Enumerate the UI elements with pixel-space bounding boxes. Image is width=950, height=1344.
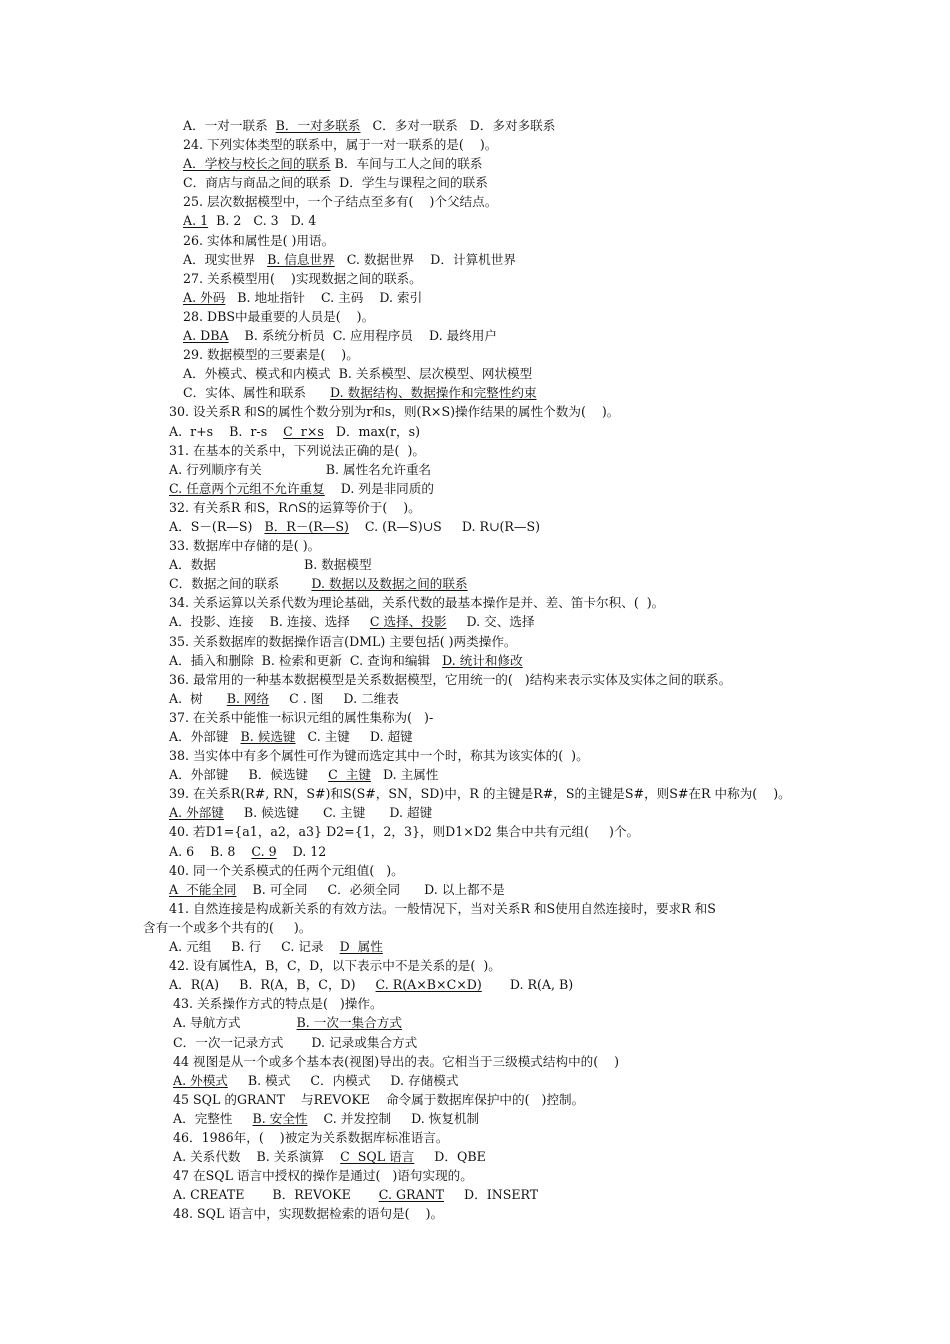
line-text: A. 树 bbox=[169, 690, 227, 706]
text-line bbox=[0, 460, 950, 479]
text-line bbox=[0, 937, 950, 956]
text-line bbox=[0, 307, 950, 326]
text-line bbox=[0, 364, 950, 383]
text-line bbox=[0, 1033, 950, 1052]
answer-option: A 不能全同 bbox=[169, 881, 237, 897]
line-text: 32. 有关系R 和S，R∩S的运算等价于( )。 bbox=[169, 499, 421, 515]
line-text: B．车间与工人之间的联系 bbox=[330, 156, 483, 172]
line-text: D．QBE bbox=[414, 1149, 486, 1165]
line-text: C．商店与商品之间的联系 D．学生与课程之间的联系 bbox=[183, 175, 488, 191]
line-text: 29. 数据模型的三要素是( )。 bbox=[183, 347, 359, 363]
line-text: A．外部键 B．候选键 bbox=[169, 767, 329, 783]
answer-option: C. 任意两个元组不允许重复 bbox=[169, 480, 325, 496]
line-text: C. 数据世界 D．计算机世界 bbox=[334, 251, 516, 267]
text-line bbox=[0, 288, 950, 307]
line-text: 28. DBS中最重要的人员是( )。 bbox=[183, 308, 375, 324]
answer-option: B．一对多联系 bbox=[275, 118, 361, 133]
line-text: 47 在SQL 语言中授权的操作是通过( )语句实现的。 bbox=[173, 1168, 473, 1184]
answer-option: B. 一次一集合方式 bbox=[296, 1015, 402, 1031]
answer-option: B. 信息世界 bbox=[267, 251, 335, 267]
line-text: 36. 最常用的一种基本数据模型是关系数据模型，它用统一的( )结构来表示实体及实体之间的联系。 bbox=[169, 671, 732, 687]
text-line bbox=[0, 765, 950, 784]
line-text: A．一对一联系 bbox=[183, 118, 268, 133]
line-text: D. 交、选择 bbox=[446, 614, 535, 630]
answer-option: D. 统计和修改 bbox=[442, 652, 523, 668]
text-line bbox=[0, 1013, 950, 1032]
text-line bbox=[0, 211, 950, 230]
line-text: 48. SQL 语言中，实现数据检索的语句是( )。 bbox=[173, 1206, 444, 1222]
text-line bbox=[0, 536, 950, 555]
line-text: A. r+s B. r-s bbox=[169, 423, 284, 439]
line-text: A. 6 B. 8 bbox=[169, 843, 252, 859]
line-text: 42. 设有属性A，B，C，D，以下表示中不是关系的是( )。 bbox=[169, 958, 501, 974]
text-line bbox=[0, 784, 950, 803]
question-list bbox=[0, 116, 950, 1223]
text-line bbox=[0, 517, 950, 536]
text-line bbox=[0, 861, 950, 880]
text-line bbox=[0, 173, 950, 192]
line-text: C . 图 D. 二维表 bbox=[269, 690, 399, 706]
line-text: A．完整性 bbox=[173, 1110, 253, 1126]
text-line bbox=[0, 555, 950, 574]
text-line bbox=[0, 612, 950, 631]
text-line bbox=[0, 269, 950, 288]
line-text: A．外模式、模式和内模式 B. 关系模型、层次模型、网状模型 bbox=[183, 366, 533, 382]
line-text: B. 候选键 C. 主键 D. 超键 bbox=[223, 805, 433, 821]
text-line bbox=[0, 727, 950, 746]
answer-option: A．学校与校长之间的联系 bbox=[183, 156, 331, 172]
line-text: D. 主属性 bbox=[370, 767, 439, 783]
text-line bbox=[0, 1052, 950, 1071]
text-line bbox=[0, 1128, 950, 1147]
text-line bbox=[0, 1147, 950, 1166]
line-text bbox=[268, 116, 276, 135]
answer-option: D. 数据结构、数据操作和完整性约束 bbox=[329, 385, 537, 401]
text-line bbox=[0, 975, 950, 994]
line-text: 44 视图是从一个或多个基本表(视图)导出的表。它相当于三级模式结构中的( ) bbox=[173, 1053, 620, 1069]
answer-option: A. DBA bbox=[183, 328, 229, 344]
line-text: 25. 层次数据模型中，一个子结点至多有( )个父结点。 bbox=[183, 194, 498, 210]
line-text: A．现实世界 bbox=[183, 251, 268, 267]
text-line bbox=[0, 250, 950, 269]
line-text: B. 地址指针 C. 主码 D. 索引 bbox=[225, 289, 423, 305]
line-text: 40. 同一个关系模式的任两个元组值( )。 bbox=[169, 862, 404, 878]
line-text: A. 关系代数 B. 关系演算 bbox=[173, 1149, 341, 1165]
line-text: 46．1986年，( )被定为关系数据库标准语言。 bbox=[173, 1129, 449, 1145]
line-text: 37. 在关系中能惟一标识元组的属性集称为( )- bbox=[169, 709, 434, 725]
text-line bbox=[0, 880, 950, 899]
answer-option: B．R－(R—S) bbox=[264, 518, 349, 534]
line-text: 38. 当实体中有多个属性可作为键而选定其中一个时，称其为该实体的( )。 bbox=[169, 748, 589, 764]
line-text: A．插入和删除 B. 检索和更新 C. 查询和编辑 bbox=[169, 652, 443, 668]
line-text: B. 2 C. 3 D. 4 bbox=[208, 213, 317, 229]
text-line bbox=[0, 632, 950, 651]
text-line bbox=[0, 383, 950, 402]
answer-option: C SQL 语言 bbox=[340, 1149, 415, 1165]
answer-option: C. GRANT bbox=[378, 1187, 445, 1203]
text-line bbox=[0, 1166, 950, 1185]
line-text: C. 主键 D. 超键 bbox=[295, 729, 413, 744]
answer-option: C. 9 bbox=[251, 843, 277, 859]
text-line bbox=[0, 822, 950, 841]
text-line bbox=[0, 116, 950, 135]
answer-option: B. 安全性 bbox=[252, 1110, 308, 1126]
text-line bbox=[0, 593, 950, 612]
text-line bbox=[0, 192, 950, 211]
answer-option: A. 外码 bbox=[183, 289, 226, 305]
answer-option: B. 网络 bbox=[226, 690, 270, 706]
line-text: 26. 实体和属性是( )用语。 bbox=[183, 232, 335, 248]
text-line bbox=[0, 345, 950, 364]
answer-option: C. R(A×B×C×D) bbox=[375, 977, 482, 993]
line-text: D. 列是非同质的 bbox=[324, 480, 434, 496]
line-text: C. 并发控制 D. 恢复机制 bbox=[307, 1110, 480, 1126]
text-line bbox=[0, 231, 950, 250]
text-line bbox=[0, 479, 950, 498]
line-text: C．一次一记录方式 D. 记录或集合方式 bbox=[173, 1034, 418, 1050]
text-line bbox=[0, 708, 950, 727]
answer-option: C 选择、投影 bbox=[369, 614, 447, 630]
line-text: 33. 数据库中存储的是( )。 bbox=[169, 538, 321, 554]
text-line bbox=[0, 1090, 950, 1109]
line-text: 34. 关系运算以关系代数为理论基础，关系代数的最基本操作是并、差、笛卡尔积、( )。 bbox=[169, 595, 665, 611]
line-text: C．实体、属性和联系 bbox=[183, 385, 330, 401]
text-line bbox=[0, 1204, 950, 1223]
line-text: 27. 关系模型用( )实现数据之间的联系。 bbox=[183, 270, 422, 286]
answer-option: A. 外模式 bbox=[173, 1072, 228, 1088]
line-text: A．S－(R—S) bbox=[169, 518, 265, 534]
line-text: 31. 在基本的关系中，下列说法正确的是( )。 bbox=[169, 442, 425, 458]
text-line bbox=[0, 135, 950, 154]
line-text: A. 元组 B. 行 C. 记录 bbox=[169, 939, 340, 955]
text-line bbox=[0, 651, 950, 670]
line-text: A. CREATE B．REVOKE bbox=[173, 1187, 379, 1203]
answer-option: D 属性 bbox=[339, 939, 383, 955]
line-text: B. 可全同 C．必须全同 D. 以上都不是 bbox=[236, 881, 505, 897]
line-text: D. R(A, B) bbox=[481, 977, 574, 993]
text-line bbox=[0, 803, 950, 822]
text-line bbox=[0, 1109, 950, 1128]
line-text: B. 模式 C．内模式 D. 存储模式 bbox=[227, 1072, 459, 1088]
text-line bbox=[0, 918, 950, 937]
answer-option: C 主键 bbox=[328, 767, 371, 783]
line-text: C．数据之间的联系 bbox=[169, 576, 312, 592]
text-line bbox=[0, 899, 950, 918]
line-text: 24. 下列实体类型的联系中，属于一对一联系的是( )。 bbox=[183, 137, 498, 153]
text-line bbox=[0, 422, 950, 441]
line-text: A．R(A) B. R(A，B，C，D) bbox=[169, 977, 376, 993]
line-text: A．数据 B. 数据模型 bbox=[169, 557, 372, 573]
text-line bbox=[0, 689, 950, 708]
line-text: C．多对一联系 D．多对多联系 bbox=[360, 118, 556, 133]
line-text: B. 系统分析员 C. 应用程序员 D. 最终用户 bbox=[228, 328, 497, 344]
text-line bbox=[0, 326, 950, 345]
line-text: A. 行列顺序有关 B. 属性名允许重名 bbox=[169, 461, 432, 477]
text-line bbox=[0, 994, 950, 1013]
text-line bbox=[0, 498, 950, 517]
line-text: 40. 若D1={a1，a2，a3} D2={1，2，3}，则D1×D2 集合中共有元组( )个。 bbox=[169, 824, 640, 840]
text-line bbox=[0, 574, 950, 593]
line-text: A．外部键 bbox=[169, 729, 241, 744]
text-line bbox=[0, 956, 950, 975]
line-text: D．max(r，s) bbox=[323, 423, 421, 439]
line-text: D．INSERT bbox=[444, 1187, 539, 1203]
line-text: 39. 在关系R(R#, RN，S#)和S(S#，SN，SD)中，R 的主键是R#，S的主键是S#，则S#在R 中称为( )。 bbox=[169, 786, 791, 802]
line-text: 43. 关系操作方式的特点是( )操作。 bbox=[173, 996, 383, 1012]
line-text: A．投影、连接 B. 连接、选择 bbox=[169, 614, 370, 630]
line-text: 30. 设关系R 和S的属性个数分别为r和s，则(R×S)操作结果的属性个数为( )。 bbox=[169, 404, 620, 420]
text-line bbox=[0, 746, 950, 765]
answer-option: A. 外部键 bbox=[169, 805, 224, 821]
text-line bbox=[0, 402, 950, 421]
text-line bbox=[0, 670, 950, 689]
line-text: 45 SQL 的GRANT 与REVOKE 命令属于数据库保护中的( )控制。 bbox=[173, 1091, 585, 1107]
line-text: A. 导航方式 bbox=[173, 1015, 297, 1031]
line-text: D. 12 bbox=[276, 843, 327, 859]
line-text: 含有一个或多个共有的( )。 bbox=[143, 919, 312, 935]
text-line bbox=[0, 1071, 950, 1090]
text-line bbox=[0, 441, 950, 460]
text-line bbox=[0, 842, 950, 861]
answer-option: D. 数据以及数据之间的联系 bbox=[311, 576, 468, 592]
line-text: 41. 自然连接是构成新关系的有效方法。一般情况下，当对关系R 和S使用自然连接时，要求R 和S bbox=[169, 900, 716, 916]
text-line bbox=[0, 1185, 950, 1204]
line-text: C. (R—S)∪S D. R∪(R—S) bbox=[348, 518, 541, 534]
line-text: 35. 关系数据库的数据操作语言(DML) 主要包括( )两类操作。 bbox=[169, 633, 517, 649]
answer-option: B. 候选键 bbox=[240, 729, 296, 744]
text-line bbox=[0, 154, 950, 173]
answer-option: A. 1 bbox=[183, 213, 209, 229]
answer-option: C r×s bbox=[283, 423, 324, 439]
